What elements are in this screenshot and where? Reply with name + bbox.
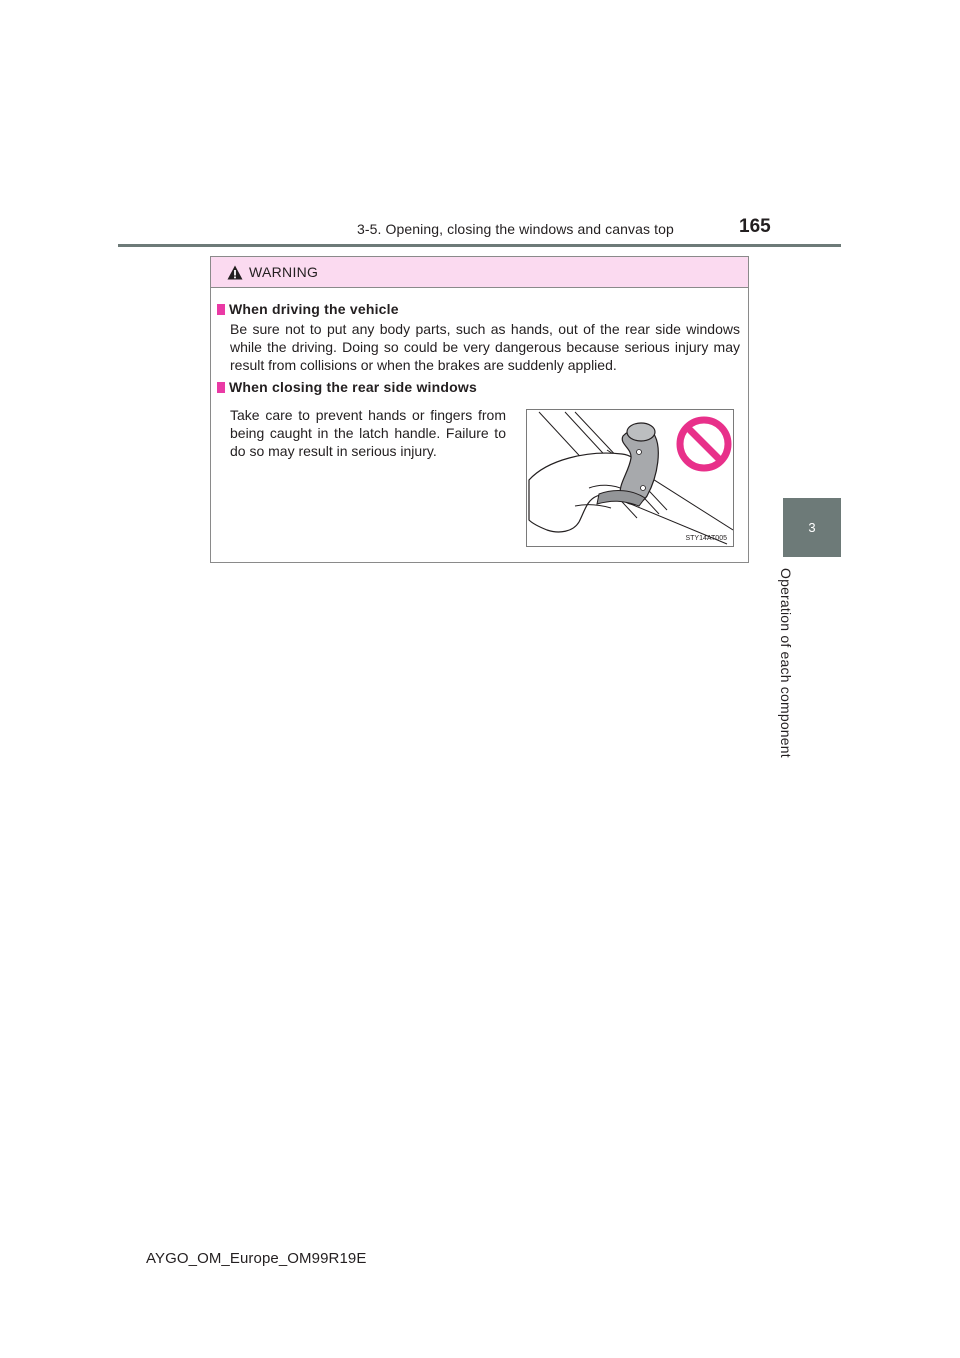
section-heading-text: When driving the vehicle [229,301,399,317]
warning-section-closing [217,379,740,395]
latch-handle-illustration [526,409,734,547]
section-body-text: Take care to prevent hands or fingers from being caught in the latch handle. Failure to do so may result in serious injury. [230,407,506,459]
section-heading [217,379,740,395]
section-heading-text: When closing the rear side windows [229,379,477,395]
chapter-tab [783,498,841,557]
warning-title: WARNING [249,264,319,280]
chapter-number: 3 [808,520,816,535]
header-divider [118,244,841,247]
chapter-side-label: Operation of each component [778,568,794,758]
warning-box [210,256,749,563]
page-number: 165 [739,216,771,237]
hand-latch-drawing [527,410,733,546]
section-heading [217,301,740,317]
bullet-square-icon [217,382,225,393]
header-section-title: 3-5. Opening, closing the windows and canvas top [357,221,674,237]
illustration-code: STY14AT005 [685,535,727,542]
section-body-text: Be sure not to put any body parts, such as hands, out of the rear side windows while the driving. Doing so could be very dangerous because serious injury may result from collisions or when the brakes are suddenly applied. [230,321,740,373]
warning-triangle-icon [227,265,243,280]
warning-header [211,257,748,288]
footer-document-id: AYGO_OM_Europe_OM99R19E [146,1250,367,1267]
bullet-square-icon [217,304,225,315]
warning-section-driving [217,301,740,374]
